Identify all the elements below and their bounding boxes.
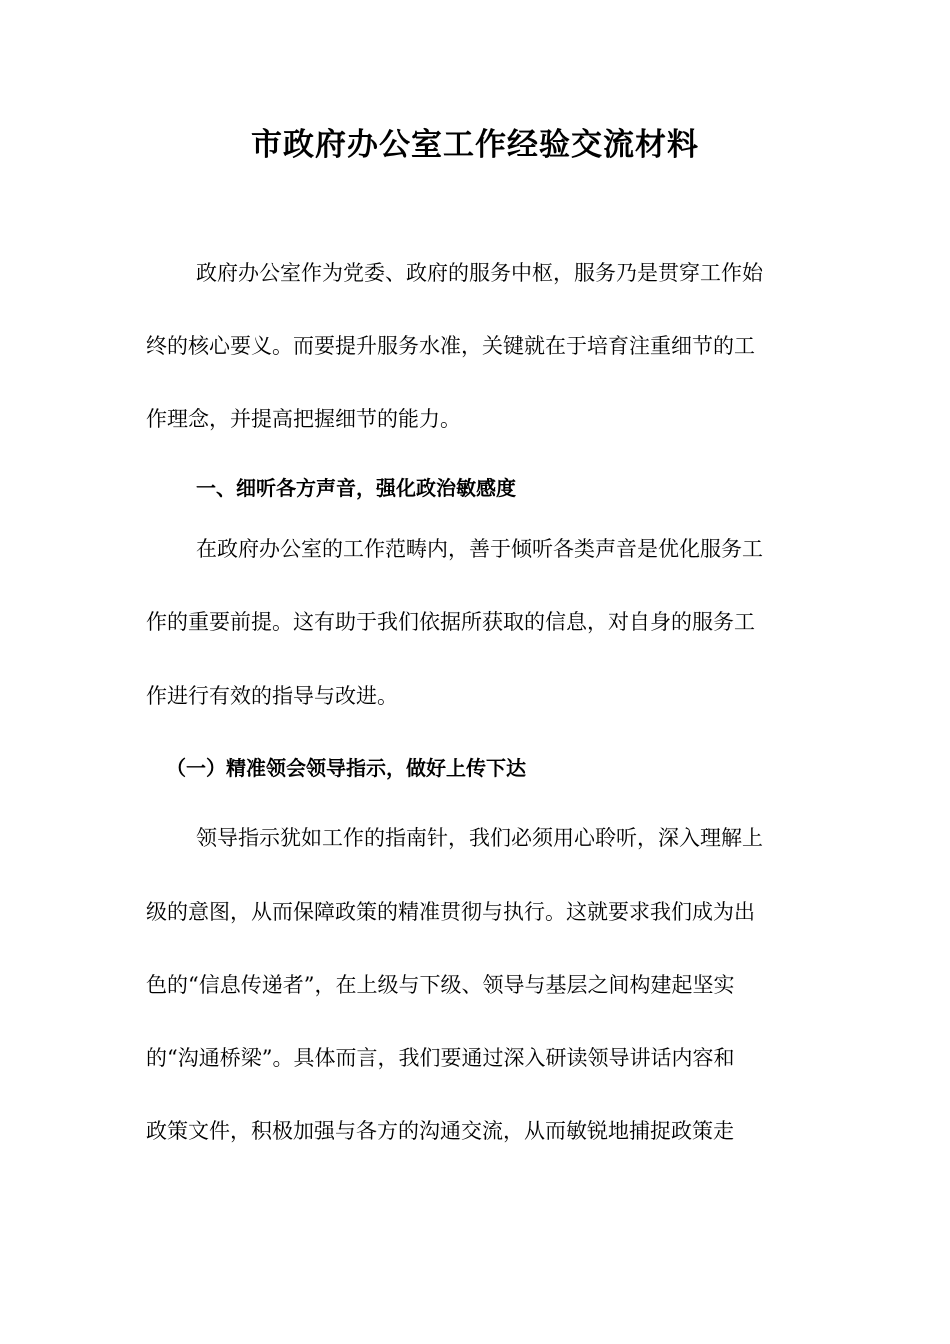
paragraph-line: 色的“信息传递者”，在上级与下级、领导与基层之间构建起坚实 <box>146 973 735 997</box>
paragraph-line: 政府办公室作为党委、政府的服务中枢，服务乃是贯穿工作始 <box>196 261 763 285</box>
paragraph-line: 级的意图，从而保障政策的精准贯彻与执行。这就要求我们成为出 <box>146 900 755 924</box>
document-title: 市政府办公室工作经验交流材料 <box>251 127 699 163</box>
paragraph-line: 政策文件，积极加强与各方的沟通交流，从而敏锐地捕捉政策走 <box>146 1119 734 1143</box>
paragraph-line: 作理念，并提高把握细节的能力。 <box>146 407 461 431</box>
paragraph-line: 作的重要前提。这有助于我们依据所获取的信息，对自身的服务工 <box>146 610 755 634</box>
paragraph-line: 作进行有效的指导与改进。 <box>146 684 398 708</box>
paragraph-line: 终的核心要义。而要提升服务水准，关键就在于培育注重细节的工 <box>146 334 755 358</box>
paragraph-line: 的“沟通桥梁”。具体而言，我们要通过深入研读领导讲话内容和 <box>146 1046 735 1070</box>
subsection-heading: （一）精准领会领导指示，做好上传下达 <box>166 756 526 780</box>
section-heading: 一、细听各方声音，强化政治敏感度 <box>196 476 516 500</box>
paragraph-line: 在政府办公室的工作范畴内，善于倾听各类声音是优化服务工 <box>196 537 763 561</box>
paragraph-line: 领导指示犹如工作的指南针，我们必须用心聆听，深入理解上 <box>196 826 763 850</box>
